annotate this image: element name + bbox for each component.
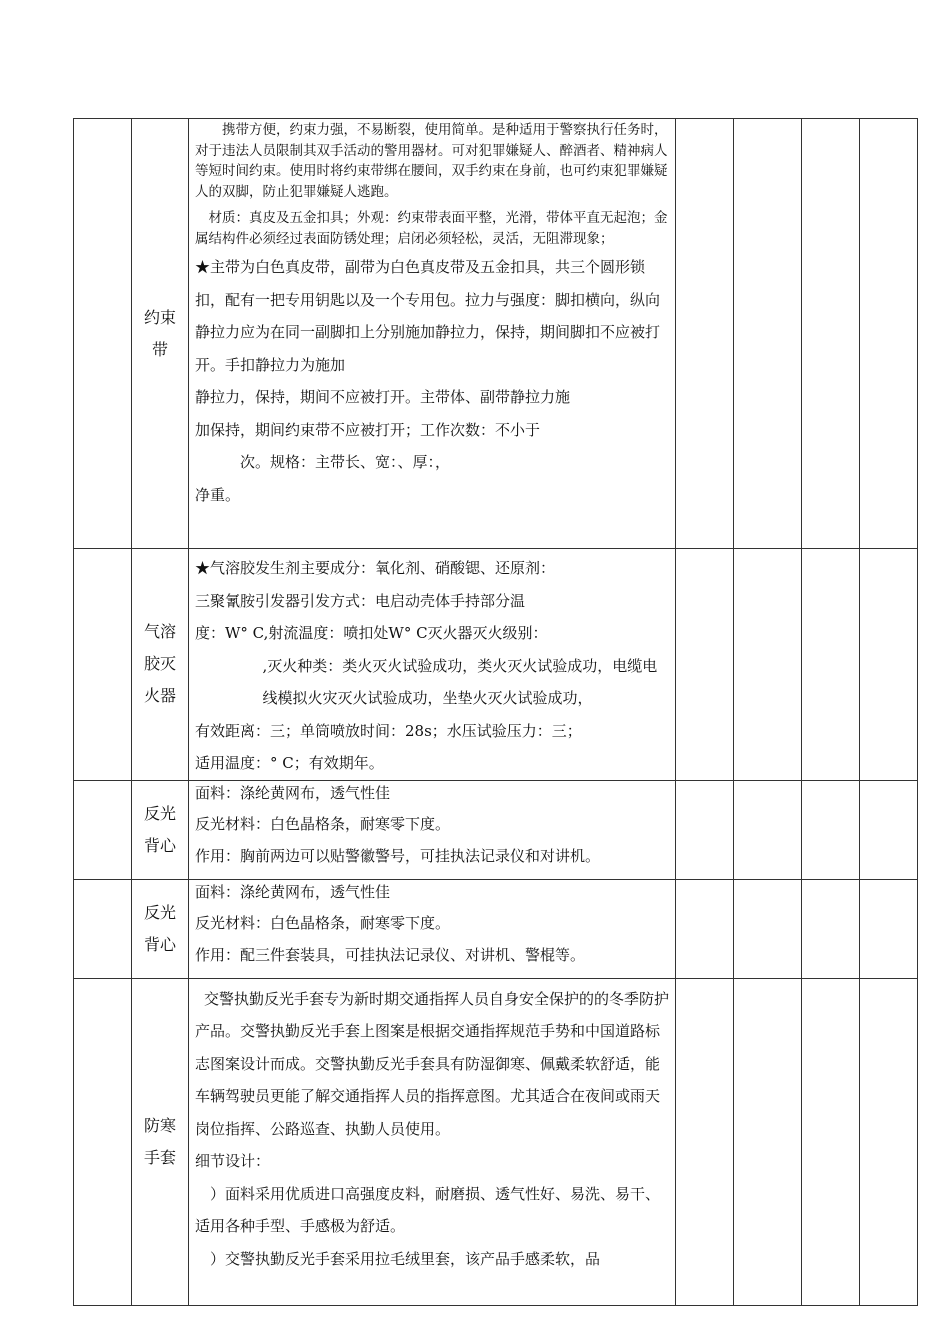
- description-paragraph: 作用：配三件套装具，可挂执法记录仪、对讲机、警棍等。: [195, 945, 586, 964]
- description-paragraph: ）面料采用优质进口高强度皮料，耐磨损、透气性好、易洗、易干、适用各种手型、手感极为舒适。: [195, 1184, 661, 1235]
- empty-cell: [734, 879, 802, 978]
- empty-cell: [676, 119, 734, 549]
- description-paragraph: 次。规格：主带长、宽：、厚：，: [240, 453, 451, 471]
- row-number-cell: [74, 549, 132, 781]
- empty-cell: [802, 978, 860, 1305]
- table-row: [74, 978, 918, 1305]
- item-name: 反光背心: [143, 803, 176, 855]
- item-name: 约束带: [143, 307, 176, 359]
- description-paragraph: 反光材料：白色晶格条，耐寒零下度。: [195, 814, 451, 833]
- description-paragraph: 携带方便，约束力强，不易断裂，使用简单。是种适用于警察执行任务时，对于违法人员限制其双手活动的警用器材。可对犯罪嫌疑人、醉酒者、精神病人等短时间约束。使用时将约束带绑在腰间，双手约束在身前，也可约束犯罪嫌疑人的双脚，防止犯罪嫌疑人逃跑。: [195, 122, 668, 200]
- description-paragraph: 度：W° C,射流温度：喷扣处W° C灭火器灭火级别：: [195, 624, 548, 642]
- empty-cell: [802, 780, 860, 879]
- item-name: 反光背心: [143, 902, 176, 954]
- description-paragraph: ,灭火种类：类火灭火试验成功，类火灭火试验成功，电缆电线模拟火灾灭火试验成功，坐垫火灭火试验成功，: [262, 656, 658, 707]
- description-paragraph: 面料：涤纶黄网布，透气性佳: [195, 882, 391, 901]
- description-paragraph: 材质：真皮及五金扣具；外观：约束带表面平整，光滑，带体平直无起泡；金属结构件必须经过表面防锈处理；启闭必须轻松，灵活，无阻滞现象；: [195, 210, 668, 247]
- item-name-cell: [132, 549, 189, 781]
- empty-cell: [860, 879, 918, 978]
- empty-cell: [802, 879, 860, 978]
- item-description-cell: [189, 978, 676, 1305]
- item-name-cell: [132, 879, 189, 978]
- empty-cell: [676, 780, 734, 879]
- description-paragraph: 静拉力，保持，期间不应被打开。主带体、副带静拉力施: [195, 388, 571, 406]
- table-row: [74, 549, 918, 781]
- description-paragraph: 作用：胸前两边可以贴警徽警号，可挂执法记录仪和对讲机。: [195, 846, 601, 865]
- description-paragraph: ★主带为白色真皮带，副带为白色真皮带及五金扣具，共三个圆形锁扣，配有一把专用钥匙以及一个专用包。拉力与强度：脚扣横向，纵向静拉力应为在同一副脚扣上分别施加静拉力，保持，期间脚扣不应被打开。手扣静拉力为施加: [195, 258, 661, 374]
- table-row: [74, 780, 918, 879]
- empty-cell: [676, 549, 734, 781]
- description-paragraph: ）交警执勤反光手套采用拉毛绒里套，该产品手感柔软，品: [210, 1249, 601, 1268]
- description-paragraph: 加保持，期间约束带不应被打开；工作次数：不小于: [195, 420, 541, 439]
- item-description-cell: [189, 119, 676, 549]
- spec-table: [73, 118, 918, 1306]
- item-name-cell: [132, 119, 189, 549]
- item-name: 防寒手套: [143, 1115, 176, 1167]
- empty-cell: [802, 119, 860, 549]
- table-row: [74, 119, 918, 549]
- empty-cell: [676, 978, 734, 1305]
- description-paragraph: 适用温度：° C；有效期年。: [195, 754, 384, 772]
- row-number-cell: [74, 119, 132, 549]
- row-number-cell: [74, 978, 132, 1305]
- empty-cell: [734, 549, 802, 781]
- empty-cell: [734, 780, 802, 879]
- empty-cell: [676, 879, 734, 978]
- empty-cell: [860, 780, 918, 879]
- item-name: 气溶胶灭火器: [143, 622, 176, 706]
- empty-cell: [860, 549, 918, 781]
- description-paragraph: 三聚氰胺引发器引发方式：电启动壳体手持部分温: [195, 591, 526, 610]
- description-paragraph: 有效距离：三；单筒喷放时间：28s；水压试验压力：三；: [195, 721, 582, 740]
- description-paragraph: 细节设计：: [195, 1152, 271, 1170]
- item-name-cell: [132, 780, 189, 879]
- empty-cell: [860, 119, 918, 549]
- empty-cell: [734, 978, 802, 1305]
- item-description-cell: [189, 780, 676, 879]
- description-paragraph: 净重。: [195, 485, 241, 504]
- description-paragraph: 面料：涤纶黄网布，透气性佳: [195, 783, 391, 802]
- description-paragraph: 反光材料：白色晶格条，耐寒零下度。: [195, 913, 451, 932]
- item-description-cell: [189, 549, 676, 781]
- row-number-cell: [74, 879, 132, 978]
- description-paragraph: 交警执勤反光手套专为新时期交通指挥人员自身安全保护的的冬季防护产品。交警执勤反光手套上图案是根据交通指挥规范手势和中国道路标志图案设计而成。交警执勤反光手套具有防湿御寒、佩戴柔软舒适，能车辆驾驶员更能了解交通指挥人员的指挥意图。尤其适合在夜间或雨天岗位指挥、公路巡查、执勤人员使用。: [195, 989, 670, 1138]
- empty-cell: [860, 978, 918, 1305]
- table-row: [74, 879, 918, 978]
- item-description-cell: [189, 879, 676, 978]
- item-name-cell: [132, 978, 189, 1305]
- empty-cell: [734, 119, 802, 549]
- empty-cell: [802, 549, 860, 781]
- row-number-cell: [74, 780, 132, 879]
- description-paragraph: ★气溶胶发生剂主要成分：氧化剂、硝酸锶、还原剂：: [195, 559, 556, 577]
